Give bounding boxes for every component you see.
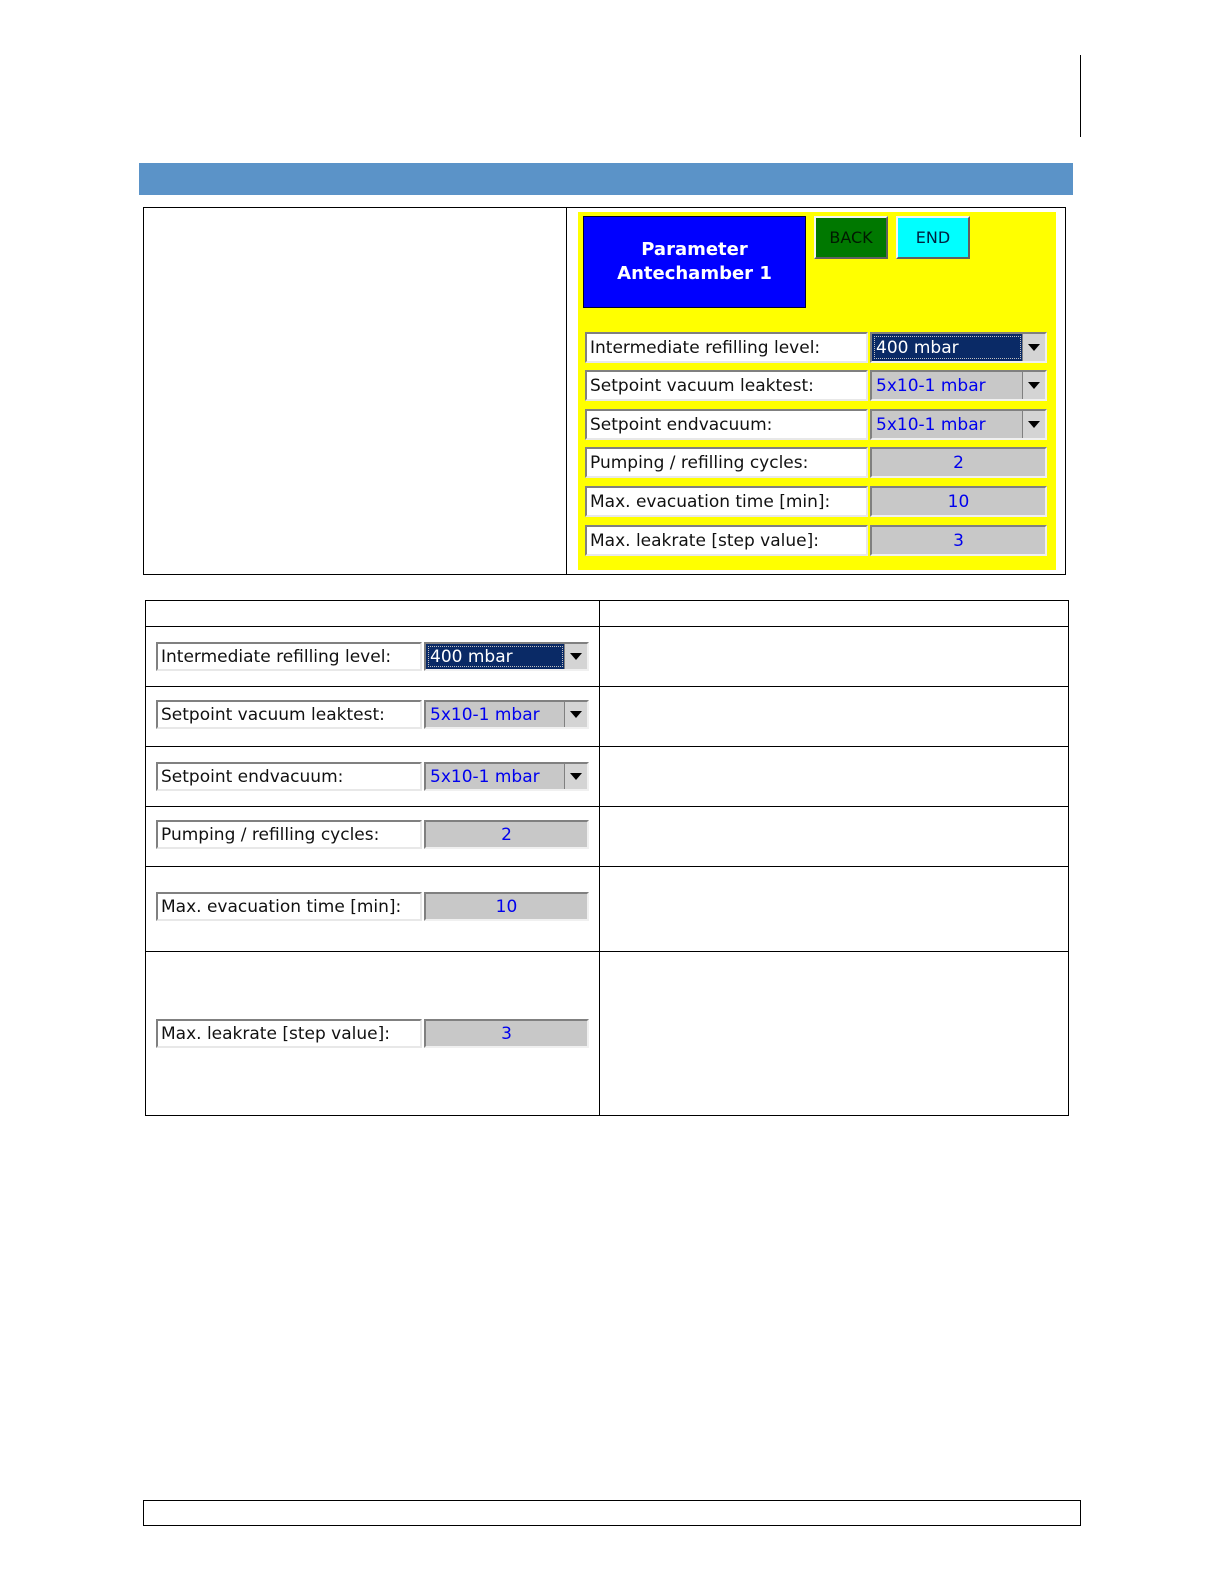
parameter-field bbox=[156, 762, 589, 791]
hmi-title-line2: Antechamber 1 bbox=[617, 263, 772, 284]
field-value: 10 bbox=[495, 896, 518, 917]
field-value: 5x10-1 mbar bbox=[430, 704, 540, 725]
field-label: Pumping / refilling cycles: bbox=[585, 447, 868, 478]
field-label: Max. evacuation time [min]: bbox=[585, 486, 868, 517]
parameter-field bbox=[156, 1019, 589, 1048]
table-description-cell bbox=[600, 747, 1069, 807]
value-dropdown[interactable] bbox=[424, 642, 589, 671]
field-value: 5x10-1 mbar bbox=[876, 414, 986, 435]
table-field-cell bbox=[146, 867, 600, 952]
hmi-title-line1: Parameter bbox=[641, 239, 748, 260]
header-rule bbox=[1080, 55, 1081, 137]
field-label: Setpoint vacuum leaktest: bbox=[585, 370, 868, 401]
field-value: 2 bbox=[953, 452, 964, 473]
parameter-field bbox=[585, 370, 1047, 401]
value-dropdown[interactable] bbox=[424, 700, 589, 729]
chevron-down-icon[interactable] bbox=[1022, 372, 1045, 399]
field-value: 400 mbar bbox=[876, 337, 959, 358]
chevron-down-icon[interactable] bbox=[564, 702, 587, 727]
table-row bbox=[146, 747, 1069, 807]
field-value: 5x10-1 mbar bbox=[876, 375, 986, 396]
table-row bbox=[146, 687, 1069, 747]
field-value: 3 bbox=[953, 530, 964, 551]
end-button[interactable]: END bbox=[896, 216, 970, 259]
table-row bbox=[146, 952, 1069, 1116]
field-label: Setpoint endvacuum: bbox=[156, 762, 422, 791]
field-label: Max. leakrate [step value]: bbox=[585, 525, 868, 556]
chevron-down-icon[interactable] bbox=[564, 644, 587, 669]
table-row bbox=[146, 627, 1069, 687]
table-row bbox=[146, 807, 1069, 867]
section-heading-bar bbox=[139, 163, 1073, 195]
field-value: 10 bbox=[947, 491, 970, 512]
value-dropdown[interactable] bbox=[424, 762, 589, 791]
value-input[interactable] bbox=[424, 820, 589, 849]
parameter-field bbox=[585, 447, 1047, 478]
value-input[interactable] bbox=[870, 447, 1047, 478]
parameter-field bbox=[585, 486, 1047, 517]
value-dropdown[interactable] bbox=[870, 332, 1047, 363]
parameter-table bbox=[145, 600, 1069, 1116]
field-label: Intermediate refilling level: bbox=[156, 642, 422, 671]
table-field-cell bbox=[146, 952, 600, 1116]
field-label: Intermediate refilling level: bbox=[585, 332, 868, 363]
table-row bbox=[146, 867, 1069, 952]
table-description-cell bbox=[600, 627, 1069, 687]
chevron-down-icon[interactable] bbox=[1022, 411, 1045, 438]
field-label: Max. leakrate [step value]: bbox=[156, 1019, 422, 1048]
table-header-cell bbox=[146, 601, 600, 627]
table-field-cell bbox=[146, 807, 600, 867]
field-value: 5x10-1 mbar bbox=[430, 766, 540, 787]
table-header-row bbox=[146, 601, 1069, 627]
table-field-cell bbox=[146, 687, 600, 747]
table-description-cell bbox=[600, 952, 1069, 1116]
table-field-cell bbox=[146, 747, 600, 807]
field-value: 2 bbox=[501, 824, 512, 845]
value-input[interactable] bbox=[424, 1019, 589, 1048]
figure-divider bbox=[566, 207, 567, 575]
field-label: Max. evacuation time [min]: bbox=[156, 892, 422, 921]
field-label: Setpoint vacuum leaktest: bbox=[156, 700, 422, 729]
parameter-field bbox=[156, 700, 589, 729]
field-label: Setpoint endvacuum: bbox=[585, 409, 868, 440]
parameter-field bbox=[585, 332, 1047, 363]
parameter-field bbox=[156, 820, 589, 849]
table-header-cell bbox=[600, 601, 1069, 627]
parameter-field bbox=[156, 892, 589, 921]
value-input[interactable] bbox=[870, 486, 1047, 517]
chevron-down-icon[interactable] bbox=[1022, 334, 1045, 361]
value-dropdown[interactable] bbox=[870, 409, 1047, 440]
hmi-title-panel bbox=[583, 216, 806, 308]
value-input[interactable] bbox=[424, 892, 589, 921]
value-input[interactable] bbox=[870, 525, 1047, 556]
table-description-cell bbox=[600, 807, 1069, 867]
chevron-down-icon[interactable] bbox=[564, 764, 587, 789]
table-description-cell bbox=[600, 867, 1069, 952]
table-field-cell bbox=[146, 627, 600, 687]
field-label: Pumping / refilling cycles: bbox=[156, 820, 422, 849]
field-value: 3 bbox=[501, 1023, 512, 1044]
field-value: 400 mbar bbox=[430, 646, 513, 667]
parameter-field bbox=[585, 409, 1047, 440]
value-dropdown[interactable] bbox=[870, 370, 1047, 401]
back-button[interactable]: BACK bbox=[814, 216, 888, 259]
parameter-field bbox=[585, 525, 1047, 556]
footer-box bbox=[143, 1500, 1081, 1526]
table-description-cell bbox=[600, 687, 1069, 747]
parameter-field bbox=[156, 642, 589, 671]
